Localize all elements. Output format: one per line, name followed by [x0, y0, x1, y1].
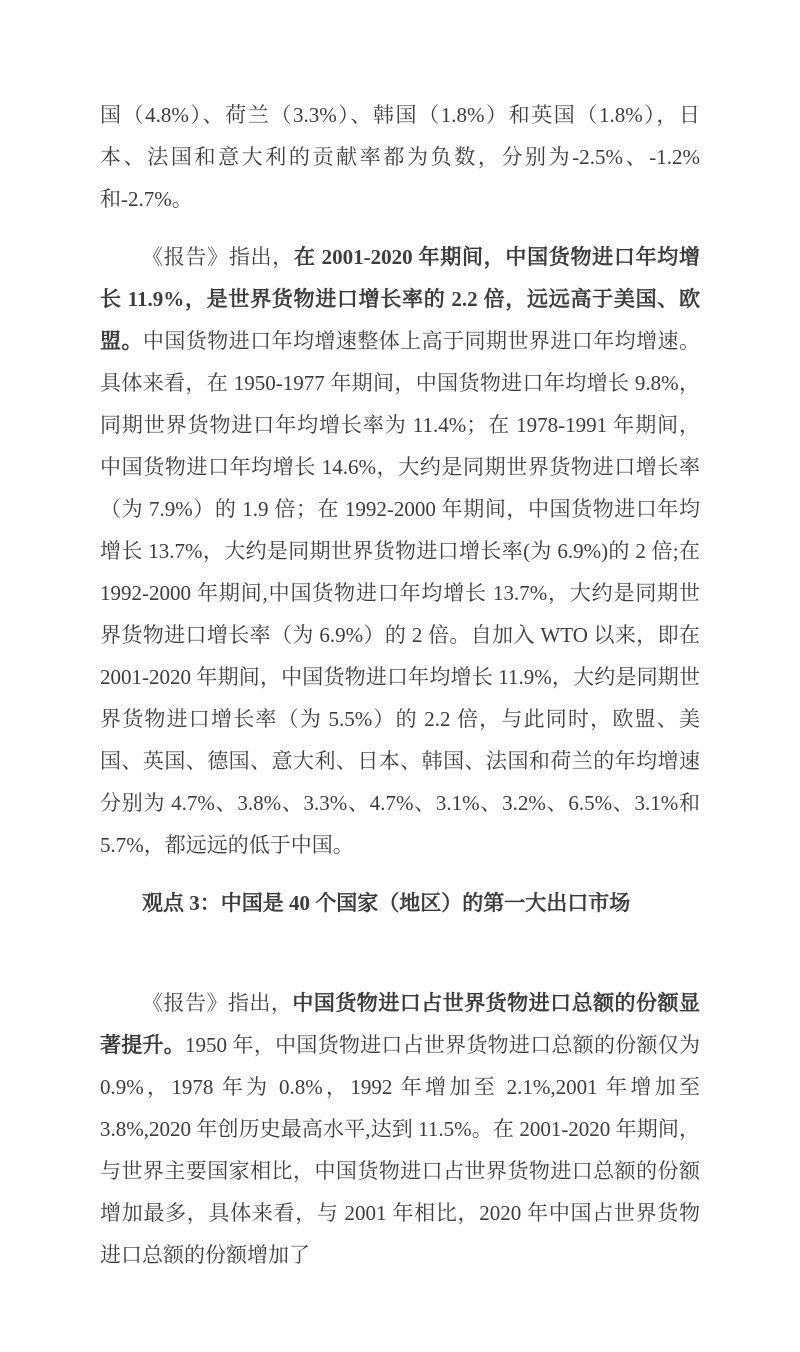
paragraph-import-growth	[100, 236, 700, 866]
section-heading-viewpoint-3	[100, 882, 700, 924]
heading-text-run: 观点 3：中国是 40 个国家（地区）的第一大出口市场	[142, 891, 631, 915]
bold-emphasis-run: 在 2001-2020 年期间，中国货物进口年均增长 11.9%，是世界货物进口增长率的 2.2 倍，远远高于美国、欧盟。	[100, 245, 700, 353]
paragraph-country-contributions	[100, 94, 700, 220]
bold-emphasis-run: 中国货物进口占世界货物进口总额的份额显著提升。	[100, 991, 700, 1057]
paragraph-import-share	[100, 982, 700, 1276]
text-run: 国（4.8%）、荷兰（3.3%）、韩国（1.8%）和英国（1.8%），日本、法国和意大利的贡献率都为负数，分别为-2.5%、-1.2%和-2.7%。	[100, 103, 700, 211]
text-run: 《报告》指出，	[142, 245, 294, 269]
text-run: 1950 年，中国货物进口占世界货物进口总额的份额仅为 0.9%，1978 年为 0.8%，1992 年增加至 2.1%,2001 年增加至 3.8%,2020 年创历史最高水平,达到 11.5%。在 2001-2020 年期间，与世界主要国家相比，中国货物进口占世界货物进口总额的份额增加最多，具体来看，与 2001 年相比，2020 年中国占世界货物进口总额的份额增加了	[100, 1033, 701, 1267]
text-run: 《报告》指出，	[142, 991, 293, 1015]
text-run: 中国货物进口年均增速整体上高于同期世界进口年均增速。具体来看，在 1950-1977 年期间，中国货物进口年均增长 9.8%，同期世界货物进口年均增长率为 11.4%；在 1978-1991 年期间，中国货物进口年均增长 14.6%，大约是同期世界货物进口增长率（为 7.9%）的 1.9 倍；在 1992-2000 年期间，中国货物进口年均增长 13.7%，大约是同期世界货物进口增长率(为 6.9%)的 2 倍;在 1992-2000 年期间,中国货物进口年均增长 13.7%，大约是同期世界货物进口增长率（为 6.9%）的 2 倍。自加入 WTO 以来，即在 2001-2020 年期间，中国货物进口年均增长 11.9%，大约是同期世界货物进口增长率（为 5.5%）的 2.2 倍，与此同时，欧盟、美国、英国、德国、意大利、日本、韩国、法国和荷兰的年均增速分别为 4.7%、3.8%、3.3%、4.7%、3.1%、3.2%、6.5%、3.1%和 5.7%，都远远的低于中国。	[100, 329, 701, 857]
